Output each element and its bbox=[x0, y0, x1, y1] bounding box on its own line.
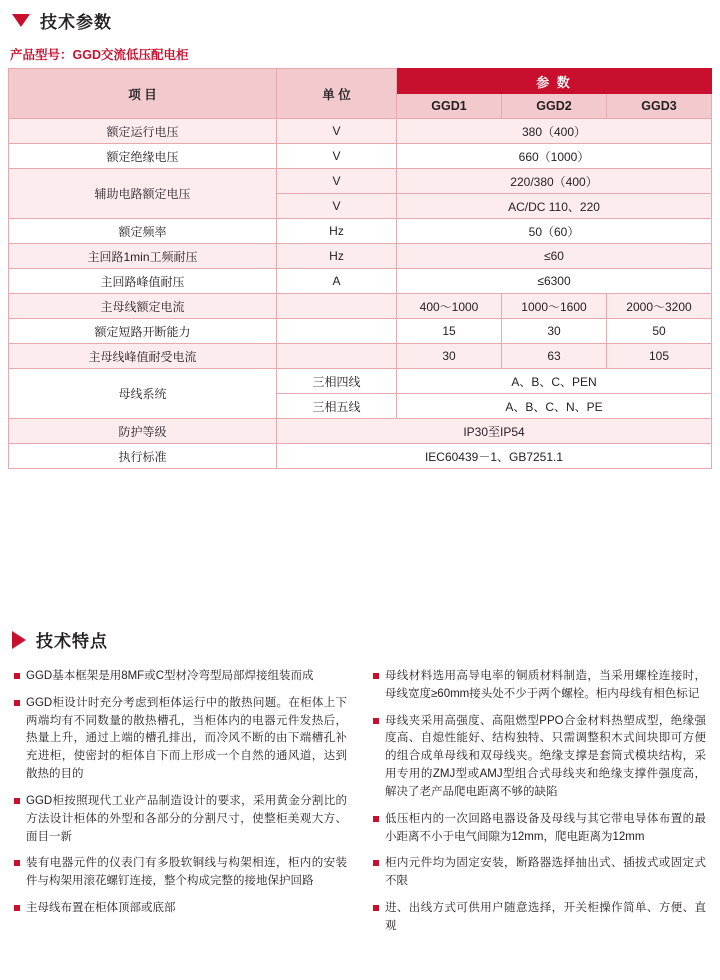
row-label: 防护等级 bbox=[9, 419, 277, 444]
table-row bbox=[9, 344, 712, 369]
list-item-text: 柜内元件均为固定安装，断路器选择抽出式、插拔式或固定式不限 bbox=[385, 857, 706, 888]
features-title: 技术特点 bbox=[36, 632, 108, 651]
list-item bbox=[14, 695, 347, 784]
row-value-ggd3: 2000～3200 bbox=[607, 294, 712, 319]
row-value-ggd1: 15 bbox=[397, 319, 502, 344]
row-value-ggd1: 400～1000 bbox=[397, 294, 502, 319]
row-unit: Hz bbox=[277, 219, 397, 244]
row-unit bbox=[277, 319, 397, 344]
row-unit bbox=[277, 344, 397, 369]
header-item: 项 目 bbox=[9, 69, 277, 119]
row-value: 220/380（400） bbox=[397, 169, 712, 194]
table-row-bus-4wire bbox=[9, 369, 712, 394]
specs-table bbox=[8, 68, 712, 469]
list-item-text: GGD柜设计时充分考虑到柜体运行中的散热问题。在柜体上下两端均有不同数量的散热槽孔，当柜体内的电器元件发热后，热量上升，通过上端的槽孔排出，而冷风不断的由下端槽孔补充进柜，使密封的柜体自下而上形成一个自然的通风道，达到散热的目的 bbox=[26, 696, 347, 781]
triangle-right-icon bbox=[12, 631, 26, 649]
row-value-ggd2: 1000～1600 bbox=[502, 294, 607, 319]
list-item bbox=[373, 668, 706, 704]
square-bullet-icon bbox=[373, 816, 379, 822]
square-bullet-icon bbox=[14, 905, 20, 911]
list-item-text: 主母线布置在柜体顶部或底部 bbox=[26, 901, 176, 914]
row-value-ggd2: 63 bbox=[502, 344, 607, 369]
row-label: 母线系统 bbox=[9, 369, 277, 419]
specs-section-header bbox=[8, 0, 712, 39]
list-item bbox=[373, 713, 706, 802]
row-unit: V bbox=[277, 169, 397, 194]
bus-sub-label: 三相五线 bbox=[277, 394, 397, 419]
table-row bbox=[9, 419, 712, 444]
square-bullet-icon bbox=[14, 673, 20, 679]
table-row bbox=[9, 319, 712, 344]
list-item bbox=[373, 855, 706, 891]
row-unit: Hz bbox=[277, 244, 397, 269]
specs-title: 技术参数 bbox=[40, 13, 112, 32]
row-label: 额定频率 bbox=[9, 219, 277, 244]
table-row bbox=[9, 269, 712, 294]
list-item-text: 母线材料选用高导电率的铜质材料制造，当采用螺栓连接时，母线宽度≥60mm接头处不少于两个螺栓。柜内母线有相色标记 bbox=[385, 670, 706, 700]
table-row bbox=[9, 244, 712, 269]
list-item bbox=[14, 900, 347, 918]
header-col-ggd3: GGD3 bbox=[607, 94, 712, 119]
row-unit bbox=[277, 294, 397, 319]
row-label: 辅助电路额定电压 bbox=[9, 169, 277, 219]
table-row bbox=[9, 219, 712, 244]
row-value: 380（400） bbox=[397, 119, 712, 144]
features-section bbox=[8, 619, 712, 945]
features-section-header bbox=[8, 619, 712, 658]
square-bullet-icon bbox=[373, 718, 379, 724]
list-item bbox=[373, 900, 706, 936]
row-label: 主母线额定电流 bbox=[9, 294, 277, 319]
table-header-row-1 bbox=[9, 69, 712, 94]
table-row bbox=[9, 144, 712, 169]
table-row bbox=[9, 119, 712, 144]
row-unit: V bbox=[277, 119, 397, 144]
row-value: IEC60439－1、GB7251.1 bbox=[277, 444, 712, 469]
list-item bbox=[14, 668, 347, 686]
row-value-ggd3: 50 bbox=[607, 319, 712, 344]
square-bullet-icon bbox=[373, 905, 379, 911]
list-item-text: 母线夹采用高强度、高阻燃型PPO合金材料热塑成型，绝缘强度高、自熄性能好、结构独特、只需调整积木式间块即可方便的组合成单母线和双母线夹。绝缘支撑是套筒式模块结构，采用专用的ZMJ型或AMJ型组合式母线夹和绝缘支撑件强度高，解决了老产品爬电距离不够的缺陷 bbox=[385, 714, 706, 798]
square-bullet-icon bbox=[14, 798, 20, 804]
triangle-down-icon bbox=[12, 14, 30, 27]
header-col-ggd1: GGD1 bbox=[397, 94, 502, 119]
row-unit: V bbox=[277, 144, 397, 169]
header-col-ggd2: GGD2 bbox=[502, 94, 607, 119]
row-value: IP30至IP54 bbox=[277, 419, 712, 444]
row-value: A、B、C、N、PE bbox=[397, 394, 712, 419]
list-item-text: 低压柜内的一次回路电器设备及母线与其它带电导体布置的最小距离不小于电气间隙为12mm，爬电距离为12mm bbox=[385, 812, 706, 843]
list-item-text: GGD柜按照现代工业产品制造设计的要求，采用黄金分割比的方法设计柜体的外型和各部分的分割尺寸，使整柜美观大方、面目一新 bbox=[26, 794, 347, 843]
row-unit: A bbox=[277, 269, 397, 294]
list-item bbox=[14, 855, 347, 891]
list-item bbox=[14, 793, 347, 846]
features-column-right bbox=[373, 668, 706, 945]
row-value: AC/DC 110、220 bbox=[397, 194, 712, 219]
row-label: 执行标准 bbox=[9, 444, 277, 469]
row-value: ≤6300 bbox=[397, 269, 712, 294]
product-model-line: 产品型号：GGD交流低压配电柜 bbox=[10, 48, 189, 62]
row-label: 主回路峰值耐压 bbox=[9, 269, 277, 294]
row-label: 额定运行电压 bbox=[9, 119, 277, 144]
row-value: 660（1000） bbox=[397, 144, 712, 169]
table-row bbox=[9, 444, 712, 469]
square-bullet-icon bbox=[373, 673, 379, 679]
row-value-ggd3: 105 bbox=[607, 344, 712, 369]
row-value: A、B、C、PEN bbox=[397, 369, 712, 394]
list-item bbox=[373, 811, 706, 847]
row-label: 主母线峰值耐受电流 bbox=[9, 344, 277, 369]
bus-sub-label: 三相四线 bbox=[277, 369, 397, 394]
table-row bbox=[9, 169, 712, 194]
row-value-ggd2: 30 bbox=[502, 319, 607, 344]
row-label: 主回路1min工频耐压 bbox=[9, 244, 277, 269]
row-label: 额定短路开断能力 bbox=[9, 319, 277, 344]
row-unit: V bbox=[277, 194, 397, 219]
row-label: 额定绝缘电压 bbox=[9, 144, 277, 169]
table-row bbox=[9, 294, 712, 319]
square-bullet-icon bbox=[373, 860, 379, 866]
square-bullet-icon bbox=[14, 700, 20, 706]
square-bullet-icon bbox=[14, 860, 20, 866]
row-value-ggd1: 30 bbox=[397, 344, 502, 369]
header-unit: 单 位 bbox=[277, 69, 397, 119]
row-value: 50（60） bbox=[397, 219, 712, 244]
list-item-text: 进、出线方式可供用户随意选择，开关柜操作简单、方便、直观 bbox=[385, 901, 706, 932]
row-value: ≤60 bbox=[397, 244, 712, 269]
list-item-text: 装有电器元件的仪表门有多股软铜线与构架相连，柜内的安装件与构架用滚花螺钉连接，整个构成完整的接地保护回路 bbox=[26, 857, 347, 888]
features-column-left bbox=[14, 668, 347, 945]
header-parameters: 参 数 bbox=[397, 69, 712, 94]
list-item-text: GGD基本框架是用8MF或C型材冷弯型局部焊接组装而成 bbox=[26, 670, 314, 682]
